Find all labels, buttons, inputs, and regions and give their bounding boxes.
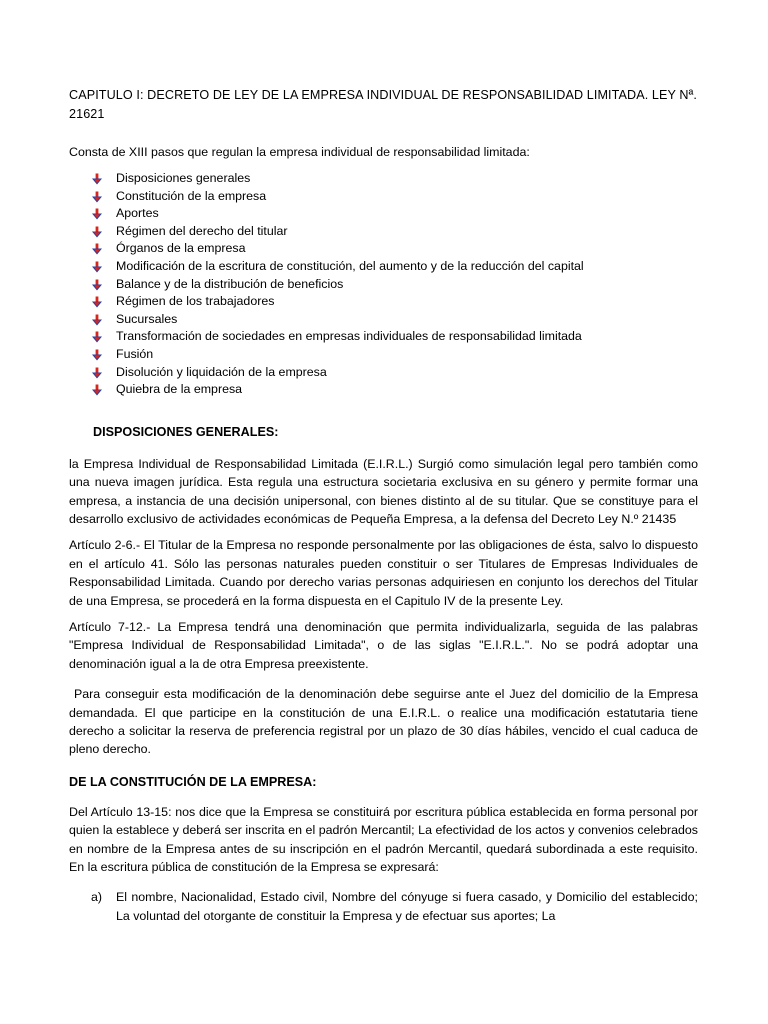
constitution-items-list — [69, 888, 698, 925]
arrow-bullet-icon — [91, 208, 103, 220]
list-item — [69, 170, 698, 188]
list-item-text: El nombre, Nacionalidad, Estado civil, Nombre del cónyuge si fuera casado, y Domicilio del establecido; La voluntad del otorgante de constituir la Empresa y de efectuar sus aportes; La — [116, 890, 698, 923]
intro-text: Consta de XIII pasos que regulan la empresa individual de responsabilidad limitada: — [69, 145, 530, 159]
section-heading-general: DISPOSICIONES GENERALES: — [93, 424, 279, 439]
list-item — [69, 346, 698, 364]
arrow-bullet-icon — [91, 191, 103, 203]
paragraph: Artículo 7-12.- La Empresa tendrá una denominación que permita individualizarla, seguida de las palabras "Empresa Individual de Responsabilidad Limitada", o de las siglas "E.I.R.L.". No se podrá adoptar una denominación igual a la de otra Empresa preexistente. — [69, 619, 698, 671]
arrow-bullet-icon — [91, 349, 103, 361]
list-item — [69, 205, 698, 223]
list-item-text: Aportes — [116, 206, 159, 221]
list-item-text: Fusión — [116, 346, 154, 361]
list-item-text: Balance y de la distribución de beneficios — [116, 276, 344, 291]
arrow-bullet-icon — [91, 261, 103, 273]
steps-list — [69, 170, 698, 399]
arrow-bullet-icon — [91, 279, 103, 291]
paragraph: la Empresa Individual de Responsabilidad Limitada (E.I.R.L.) Surgió como simulación legal pero también como una nueva imagen jurídica. Esta regula una estructura societaria exclusiva en su género y permite formar una empresa, a instancia de una decisión unipersonal, con bienes distinto al de su titular. Que se constituye para el desarrollo exclusivo de actividades económicas de Pequeña Empresa, a la defensa del Decreto Ley N.º 21435 — [69, 456, 698, 526]
list-item — [69, 328, 698, 346]
arrow-bullet-icon — [91, 314, 103, 326]
paragraph: Artículo 2-6.- El Titular de la Empresa no responde personalmente por las obligaciones de ésta, salvo lo dispuesto en el artículo 41. Sólo las personas naturales pueden constituir o ser Titulares de Empresas Individuales de Responsabilidad Limitada. Cuando por derecho varias personas adquiriesen en conjunto los derechos del Titular de una Empresa, se procederá en la forma dispuesta en el Capitulo IV de la presente Ley. — [69, 538, 698, 608]
list-item — [69, 364, 698, 382]
list-item — [69, 293, 698, 311]
list-item — [69, 311, 698, 329]
paragraph: Del Artículo 13-15: nos dice que la Empresa se constituirá por escritura pública establecida en forma personal por quien la establece y deberá ser inscrita en el padrón Mercantil; La efectividad de los actos y convenios celebrados en nombre de la Empresa antes de su inscripción en el padrón Mercantil, quedará subordinada a este requisito. En la escritura pública de constitución de la Empresa se expresará: — [69, 804, 698, 875]
list-item-text: Quiebra de la empresa — [116, 382, 243, 397]
list-item-text: Órganos de la empresa — [116, 241, 246, 256]
arrow-bullet-icon — [91, 226, 103, 238]
list-item-text: Régimen de los trabajadores — [116, 294, 275, 309]
document-body — [69, 86, 702, 925]
list-item — [69, 188, 698, 206]
arrow-bullet-icon — [91, 367, 103, 379]
arrow-bullet-icon — [91, 296, 103, 308]
paragraph: Para conseguir esta modificación de la denominación debe seguirse ante el Juez del domicilio de la Empresa demandada. El que participe en la constitución de una E.I.R.L. o realice una modificación estatutaria tiene derecho a solicitar la reserva de preferencia registral por un plazo de 30 días hábiles, vencido el cual caduca de pleno derecho. — [69, 687, 702, 757]
list-item — [69, 276, 698, 294]
list-item-text: Modificación de la escritura de constitución, del aumento y de la reducción del capital — [116, 258, 584, 273]
section-heading-constitution: DE LA CONSTITUCIÓN DE LA EMPRESA: — [69, 774, 317, 789]
arrow-bullet-icon — [91, 331, 103, 343]
list-item — [69, 258, 698, 276]
list-item — [69, 381, 698, 399]
arrow-bullet-icon — [91, 243, 103, 255]
list-item-text: Transformación de sociedades en empresas individuales de responsabilidad limitada — [116, 329, 582, 344]
list-item-text: Disolución y liquidación de la empresa — [116, 364, 327, 379]
arrow-bullet-icon — [91, 173, 103, 185]
list-item-text: Régimen del derecho del titular — [116, 223, 288, 238]
list-item-text: Sucursales — [116, 311, 178, 326]
chapter-title: CAPITULO I: DECRETO DE LEY DE LA EMPRESA INDIVIDUAL DE RESPONSABILIDAD LIMITADA. LEY Nª. 21621 — [69, 88, 697, 121]
arrow-bullet-icon — [91, 384, 103, 396]
list-item — [69, 240, 698, 258]
list-item — [69, 888, 698, 925]
list-item — [69, 223, 698, 241]
list-item-text: Constitución de la empresa — [116, 188, 267, 203]
list-marker: a) — [91, 890, 103, 905]
list-item-text: Disposiciones generales — [116, 171, 251, 185]
